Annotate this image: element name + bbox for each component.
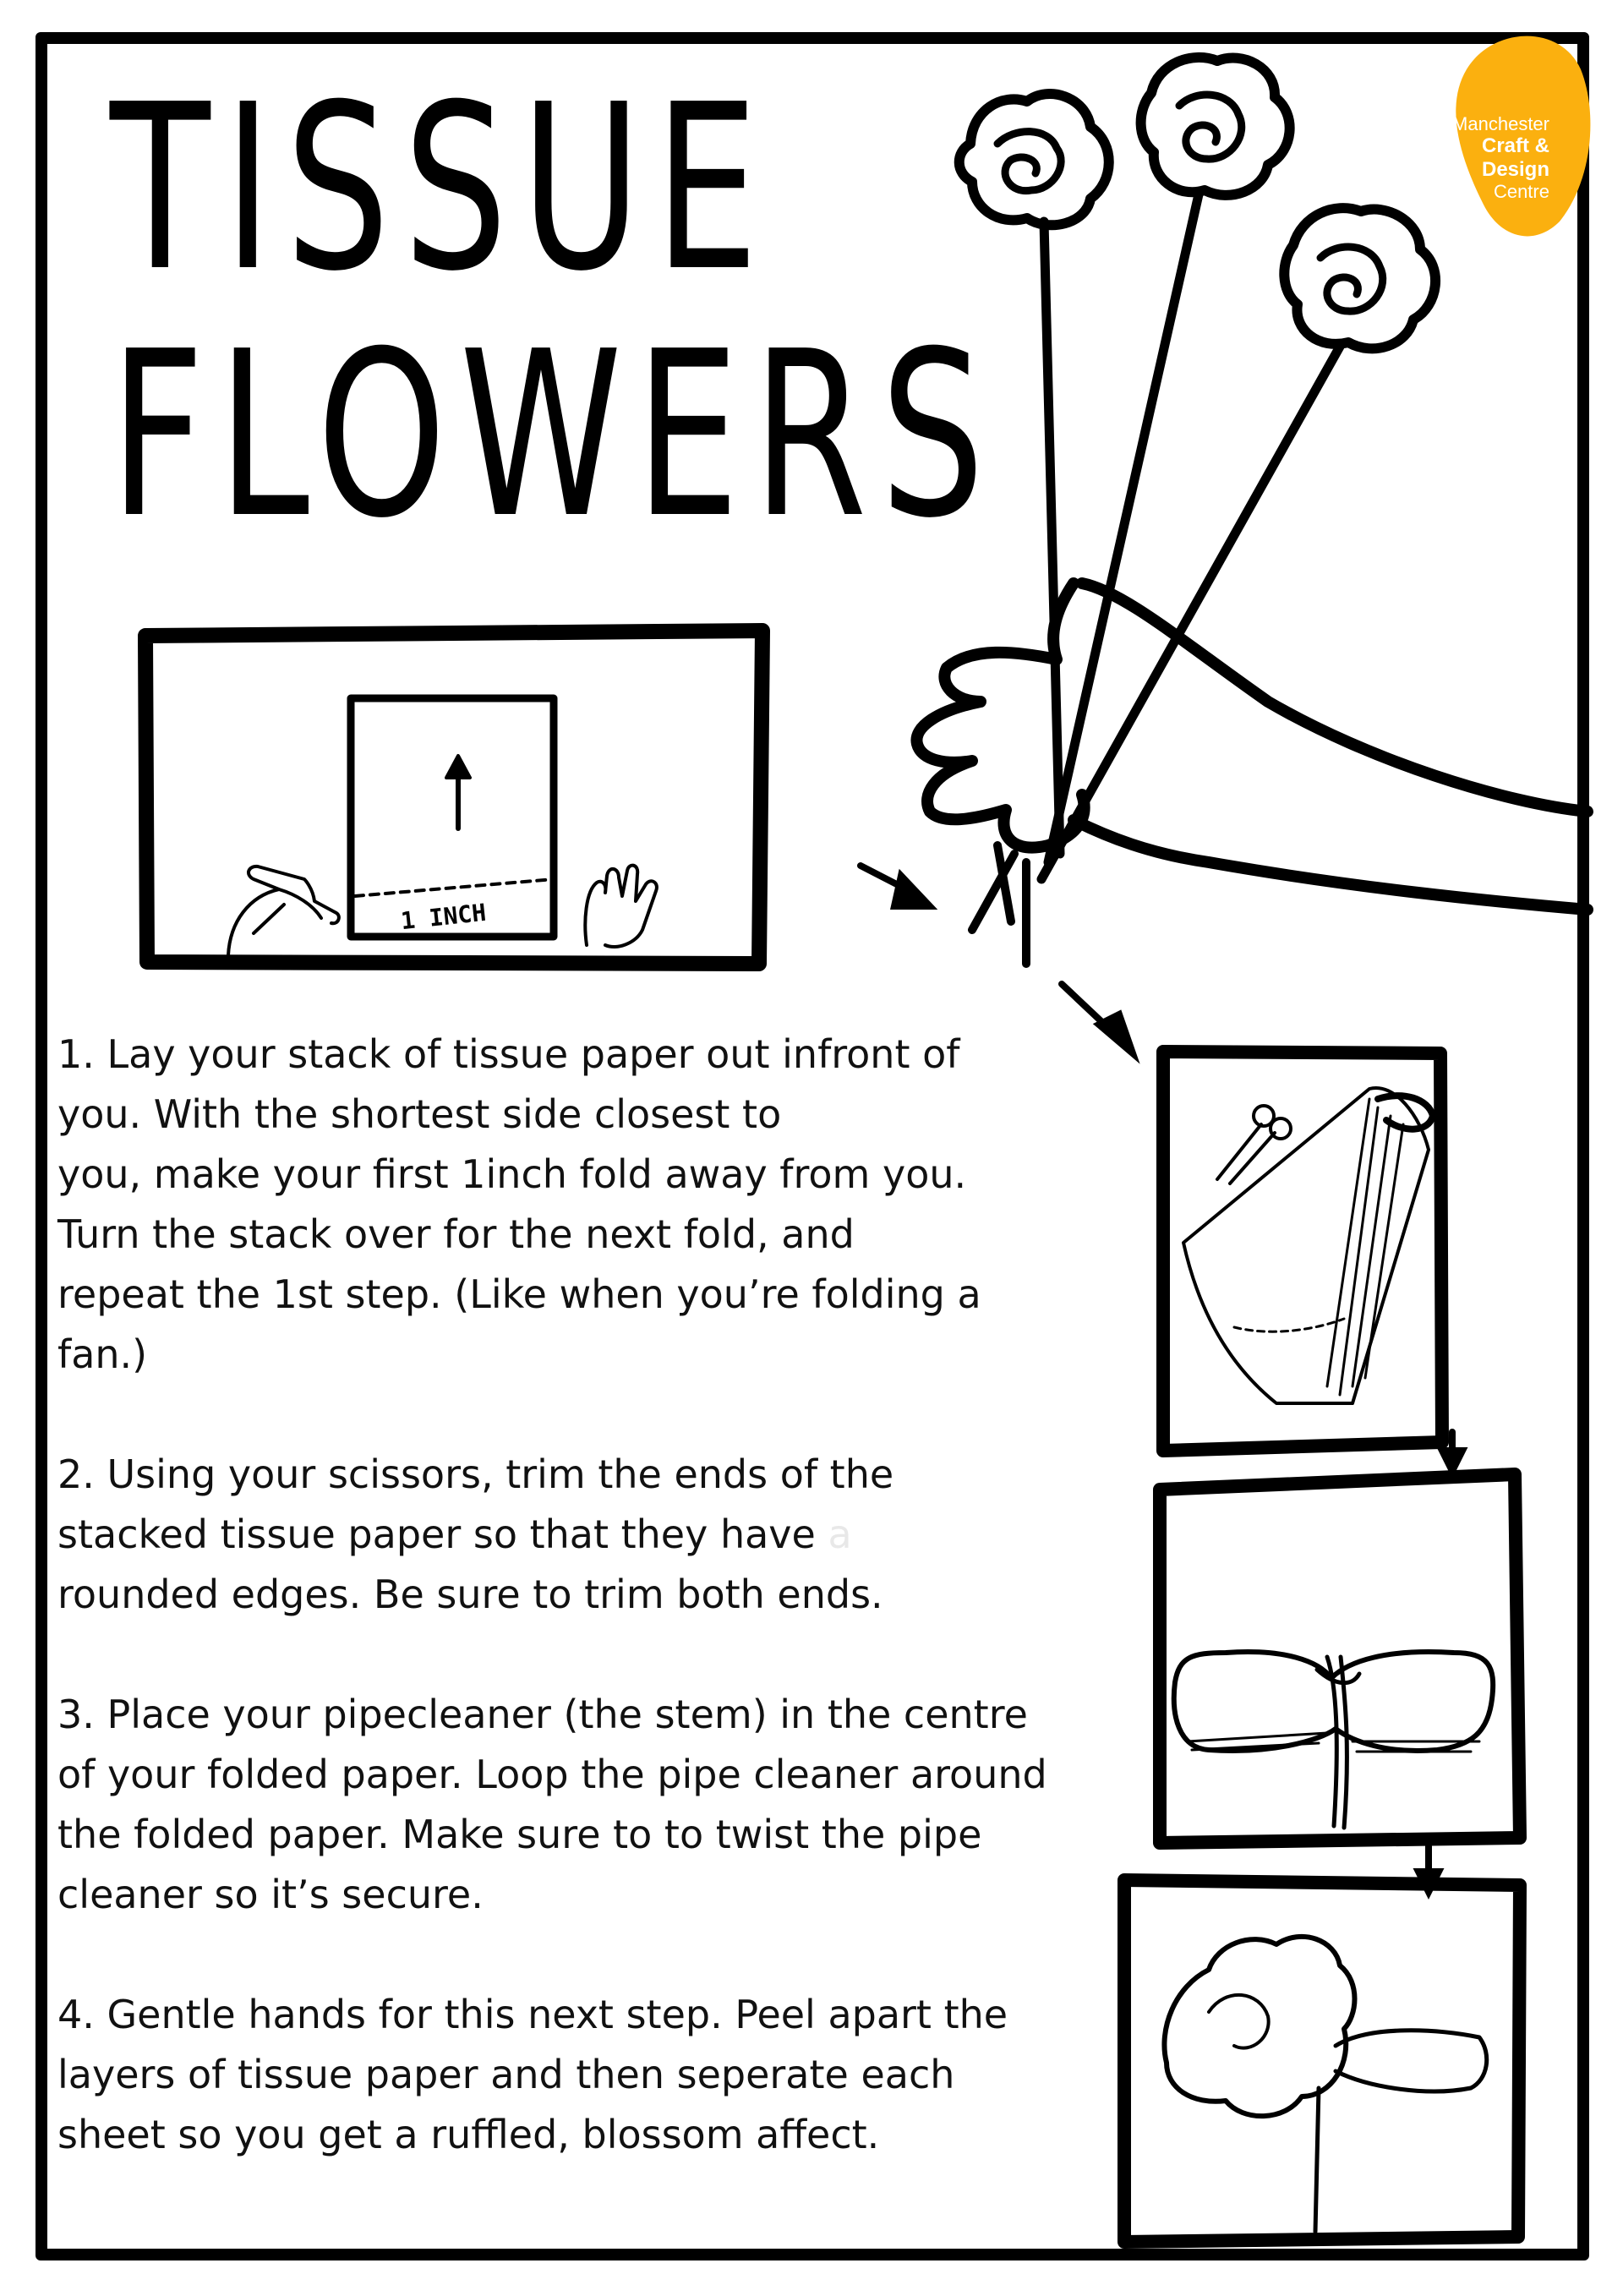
step-4-line: layers of tissue paper and then seperate each xyxy=(57,2052,955,2097)
step-2-line: rounded edges. Be sure to trim both ends. xyxy=(57,1572,883,1617)
step3-illustration xyxy=(1160,1474,1520,1843)
instructions xyxy=(57,1025,1131,2225)
step-1 xyxy=(57,1025,1131,1385)
step-3 xyxy=(57,1685,1131,1925)
title-line-2: FLOWERS xyxy=(110,302,998,568)
brand-logo xyxy=(1433,19,1593,247)
step-3-line: of your folded paper. Loop the pipe cleaner around xyxy=(57,1752,1047,1797)
step-1-line: repeat the 1st step. (Like when you’re folding a xyxy=(57,1271,981,1317)
fold-label: 1 INCH xyxy=(399,898,488,936)
step-4-line: 4. Gentle hands for this next step. Peel apart the xyxy=(57,1992,1008,2037)
step-2-line xyxy=(57,1505,1131,1565)
step-2 xyxy=(57,1445,1131,1625)
step-3-line: the folded paper. Make sure to to twist the pipe xyxy=(57,1812,982,1857)
step-2-line: 2. Using your scissors, trim the ends of the xyxy=(57,1451,894,1497)
step-1-line: you, make your first 1inch fold away from you. xyxy=(57,1151,967,1197)
step2-illustration xyxy=(1163,1052,1442,1451)
logo-line-3: Centre xyxy=(1493,181,1549,203)
step-1-line: you. With the shortest side closest to xyxy=(57,1091,782,1137)
step-2-line-text: stacked tissue paper so that they have xyxy=(57,1512,816,1557)
title-line-1: TISSUE xyxy=(110,55,773,321)
step-1-line: 1. Lay your stack of tissue paper out infront of xyxy=(57,1031,960,1077)
hand-holding-bouquet xyxy=(916,583,1587,910)
step4-illustration xyxy=(1124,1880,1520,2242)
logo-line-2: Craft & Design xyxy=(1481,134,1549,181)
step-1-line: Turn the stack over for the next fold, and xyxy=(57,1211,855,1257)
step-3-line: cleaner so it’s secure. xyxy=(57,1872,484,1917)
step-4-line: sheet so you get a ruffled, blossom affect. xyxy=(57,2112,880,2157)
step-2-faint-text: a xyxy=(828,1512,852,1557)
logo-line-1: Manchester xyxy=(1452,113,1549,134)
logo-text xyxy=(1433,113,1549,203)
step-3-line: 3. Place your pipecleaner (the stem) in the centre xyxy=(57,1692,1028,1737)
bouquet-flowers xyxy=(959,57,1435,964)
step-1-line: fan.) xyxy=(57,1331,148,1377)
step-4 xyxy=(57,1985,1131,2165)
